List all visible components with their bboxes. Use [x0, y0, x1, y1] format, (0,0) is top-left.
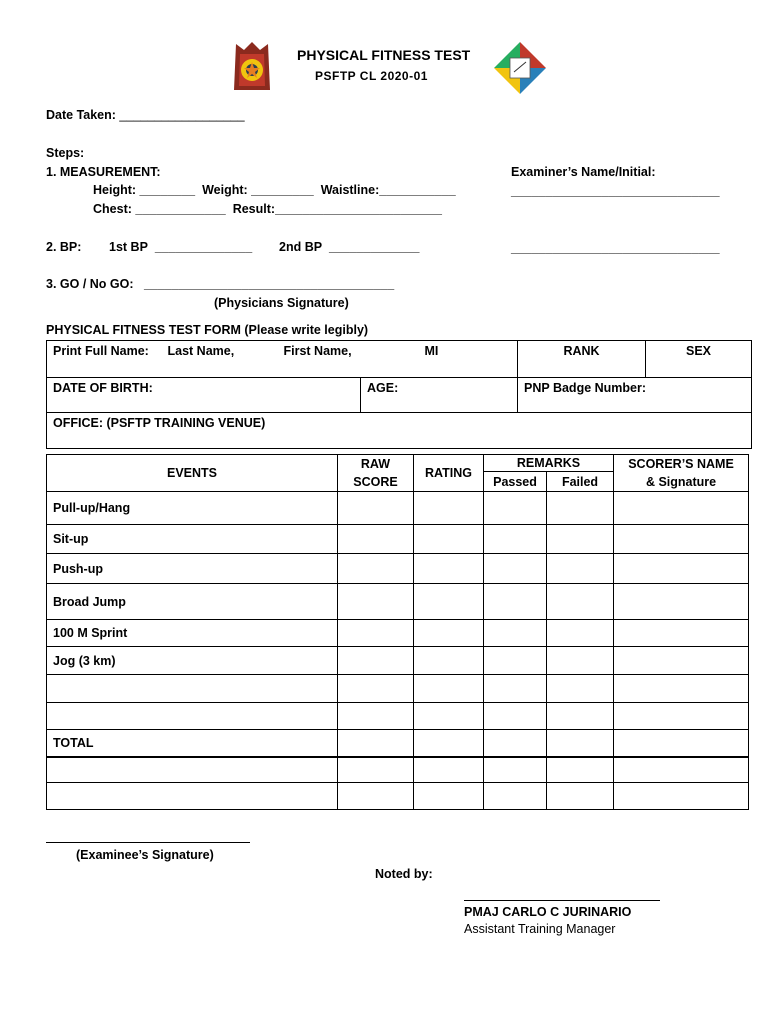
noted-by-label: Noted by:	[375, 867, 433, 881]
noted-signature-line[interactable]	[464, 900, 660, 901]
measurement-line-1: Height: ________ Weight: _________ Waistline:___________	[93, 183, 456, 197]
training-diamond-logo	[492, 40, 548, 96]
rating-header: RATING	[414, 455, 484, 492]
examiner-label: Examiner’s Name/Initial:	[511, 165, 656, 179]
table-row	[47, 492, 749, 525]
first-bp: 1st BP ______________	[109, 240, 253, 254]
second-bp: 2nd BP _____________	[279, 240, 420, 254]
sex-cell[interactable]: SEX	[646, 341, 752, 378]
scorer-header: SCORER’S NAME & Signature	[614, 455, 749, 492]
noted-name: PMAJ CARLO C JURINARIO	[464, 905, 632, 919]
rating-cell[interactable]	[414, 584, 484, 620]
raw-score-cell[interactable]	[338, 620, 414, 647]
failed-cell[interactable]	[547, 730, 614, 757]
passed-cell[interactable]	[484, 757, 547, 783]
full-name-cell[interactable]: Print Full Name: Last Name, First Name, MI	[47, 341, 518, 378]
scorer-cell[interactable]	[614, 675, 749, 703]
noted-position: Assistant Training Manager	[464, 922, 616, 936]
go-no-go: 3. GO / No GO: ____________________________________	[46, 277, 395, 291]
passed-cell[interactable]	[484, 525, 547, 554]
age-cell[interactable]: AGE:	[361, 378, 518, 413]
rating-cell[interactable]	[414, 492, 484, 525]
event-name: Broad Jump	[47, 584, 338, 620]
dob-cell[interactable]: DATE OF BIRTH:	[47, 378, 361, 413]
scorer-cell[interactable]	[614, 554, 749, 584]
raw-score-cell[interactable]	[338, 757, 414, 783]
passed-cell[interactable]	[484, 703, 547, 730]
bp-examiner-blank: ______________________________	[511, 241, 720, 255]
rating-cell[interactable]	[414, 703, 484, 730]
rank-cell[interactable]: RANK	[518, 341, 646, 378]
raw-score-cell[interactable]	[338, 675, 414, 703]
measurement-line-2: Chest: _____________ Result:________________________	[93, 202, 442, 216]
raw-score-cell[interactable]	[338, 492, 414, 525]
passed-header: Passed	[484, 472, 547, 492]
scorer-cell[interactable]	[614, 783, 749, 810]
measurement-label: 1. MEASUREMENT:	[46, 165, 161, 179]
failed-cell[interactable]	[547, 584, 614, 620]
event-name[interactable]	[47, 757, 338, 783]
bp-label: 2. BP:	[46, 240, 82, 254]
total-label: TOTAL	[47, 730, 338, 757]
raw-score-cell[interactable]	[338, 783, 414, 810]
raw-score-header: RAW SCORE	[338, 455, 414, 492]
total-row	[47, 730, 749, 757]
table-row	[47, 675, 749, 703]
failed-cell[interactable]	[547, 783, 614, 810]
table-row	[47, 703, 749, 730]
events-table	[46, 454, 749, 810]
examiner-blank: ______________________________	[511, 184, 720, 198]
passed-cell[interactable]	[484, 675, 547, 703]
physicians-signature: (Physicians Signature)	[214, 296, 349, 310]
raw-score-cell[interactable]	[338, 730, 414, 757]
scorer-cell[interactable]	[614, 703, 749, 730]
examinee-signature-label: (Examinee’s Signature)	[76, 848, 214, 862]
rating-cell[interactable]	[414, 730, 484, 757]
table-row	[47, 783, 749, 810]
raw-score-cell[interactable]	[338, 554, 414, 584]
raw-score-cell[interactable]	[338, 703, 414, 730]
passed-cell[interactable]	[484, 730, 547, 757]
rating-cell[interactable]	[414, 757, 484, 783]
scorer-cell[interactable]	[614, 584, 749, 620]
form-title: PHYSICAL FITNESS TEST	[297, 47, 471, 63]
failed-cell[interactable]	[547, 703, 614, 730]
personal-info-table	[46, 340, 752, 449]
event-name: Push-up	[47, 554, 338, 584]
failed-cell[interactable]	[547, 492, 614, 525]
table-row	[47, 620, 749, 647]
scorer-cell[interactable]	[614, 757, 749, 783]
passed-cell[interactable]	[484, 584, 547, 620]
rating-cell[interactable]	[414, 647, 484, 675]
failed-cell[interactable]	[547, 554, 614, 584]
office-cell[interactable]: OFFICE: (PSFTP TRAINING VENUE)	[47, 413, 752, 449]
rating-cell[interactable]	[414, 675, 484, 703]
passed-cell[interactable]	[484, 647, 547, 675]
event-name: Jog (3 km)	[47, 647, 338, 675]
rating-cell[interactable]	[414, 783, 484, 810]
scorer-cell[interactable]	[614, 525, 749, 554]
failed-cell[interactable]	[547, 525, 614, 554]
passed-cell[interactable]	[484, 783, 547, 810]
passed-cell[interactable]	[484, 620, 547, 647]
scorer-cell[interactable]	[614, 647, 749, 675]
examinee-signature-line[interactable]	[46, 842, 250, 843]
passed-cell[interactable]	[484, 492, 547, 525]
rating-cell[interactable]	[414, 525, 484, 554]
raw-score-cell[interactable]	[338, 647, 414, 675]
failed-cell[interactable]	[547, 757, 614, 783]
event-name[interactable]	[47, 703, 338, 730]
remarks-header: REMARKS	[484, 455, 614, 472]
event-name: 100 M Sprint	[47, 620, 338, 647]
date-taken: Date Taken: __________________	[46, 108, 245, 122]
failed-cell[interactable]	[547, 620, 614, 647]
failed-cell[interactable]	[547, 647, 614, 675]
events-header: EVENTS	[47, 455, 338, 492]
table-row	[47, 647, 749, 675]
scorer-cell[interactable]	[614, 730, 749, 757]
event-name: Pull-up/Hang	[47, 492, 338, 525]
table-row	[47, 757, 749, 783]
scorer-cell[interactable]	[614, 492, 749, 525]
failed-cell[interactable]	[547, 675, 614, 703]
table-row	[47, 554, 749, 584]
form-section-title: PHYSICAL FITNESS TEST FORM (Please write legibly)	[46, 323, 369, 337]
form-code: PSFTP CL 2020-01	[315, 69, 428, 83]
raw-score-cell[interactable]	[338, 584, 414, 620]
table-row	[47, 525, 749, 554]
event-name[interactable]	[47, 675, 338, 703]
steps-label: Steps:	[46, 146, 85, 160]
rating-cell[interactable]	[414, 554, 484, 584]
passed-cell[interactable]	[484, 554, 547, 584]
pnp-seal-logo	[232, 40, 272, 94]
rating-cell[interactable]	[414, 620, 484, 647]
failed-header: Failed	[547, 472, 614, 492]
raw-score-cell[interactable]	[338, 525, 414, 554]
table-row	[47, 584, 749, 620]
badge-cell[interactable]: PNP Badge Number:	[518, 378, 752, 413]
event-name[interactable]	[47, 783, 338, 810]
scorer-cell[interactable]	[614, 620, 749, 647]
event-name: Sit-up	[47, 525, 338, 554]
